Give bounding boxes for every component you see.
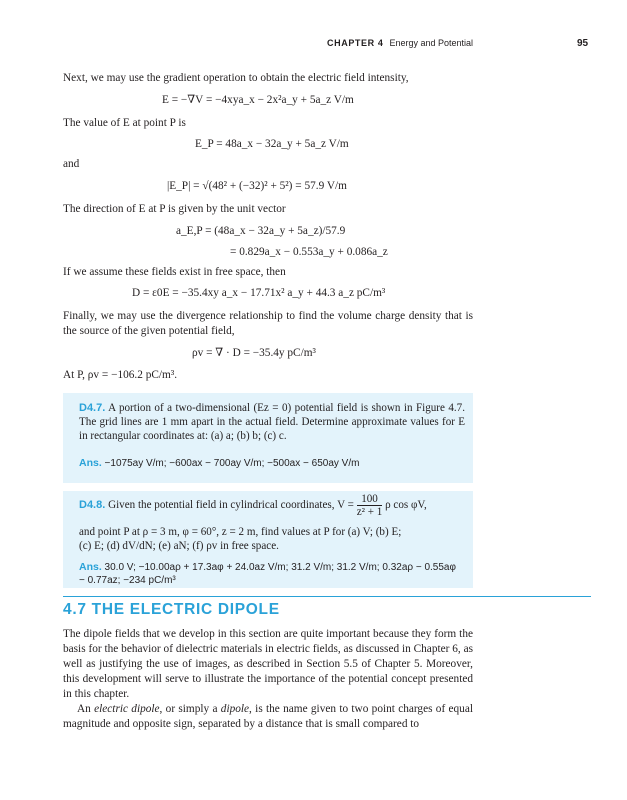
drill-problem-4-8 [63, 491, 473, 588]
paragraph-and: and [63, 158, 80, 170]
equation-charge-density: ρv = ∇ · D = −35.4y pC/m³ [192, 347, 316, 359]
running-header [0, 38, 627, 52]
p2-mid: , or simply a [159, 703, 218, 715]
chapter-label: CHAPTER 4 [327, 38, 384, 48]
drill-4-8-ans-label: Ans. [79, 561, 102, 573]
drill-4-8-line2: and point P at ρ = 3 m, φ = 60°, z = 2 m, find values at P for (a) V; (b) E; [79, 526, 402, 538]
section-paragraph-1: The dipole fields that we develop in this section are quite important because they form the basis for the behavior of dielectric materials in electric fields, as discussed in Chapter 6, as well as justifying the use of images, as described in Section 5.5 of Chapter 5. Moreover, this development will serve to illustrate the importance of the potential concept presented in this chapter. [63, 628, 473, 700]
equation-unit-vector: a_E,P = (48a_x − 32a_y + 5a_z)/57.9 [176, 225, 346, 237]
equation-e-field: E = −∇V = −4xya_x − 2x²a_y + 5a_z V/m [162, 94, 354, 106]
paragraph-free-space: If we assume these fields exist in free space, then [63, 266, 286, 278]
paragraph-result: At P, ρv = −106.2 pC/m³. [63, 369, 178, 381]
drill-4-8-ans-line1: 30.0 V; −10.00aρ + 17.3aφ + 24.0az V/m; 31.2 V/m; 31.2 V/m; 0.32aρ − 0.55aφ [104, 562, 456, 573]
drill-4-7-answer [79, 457, 469, 470]
page-number: 95 [577, 38, 589, 49]
drill-problem-4-7 [63, 393, 473, 483]
drill-4-8-line3: (c) E; (d) dV/dN; (e) aN; (f) ρv in free space. [79, 540, 279, 552]
equation-flux-density: D = ε0E = −35.4xy a_x − 17.71x² a_y + 44.3 a_z pC/m³ [132, 287, 386, 299]
drill-4-7-ans-text: −1075ay V/m; −600ax − 700ay V/m; −500ax − 650ay V/m [104, 458, 360, 469]
drill-4-8-ans-line2: − 0.77az; −234 pC/m³ [79, 575, 176, 586]
drill-4-8-line1 [79, 493, 465, 518]
chapter-title: Energy and Potential [389, 38, 473, 48]
drill-4-7-body: A portion of a two-dimensional (Ez = 0) potential field is shown in Figure 4.7. The grid lines are 1 mm apart in the actual field. Determine approximate values for E in rectangular coordinates at: (a) a; (b) b; (c) c. [79, 402, 465, 442]
drill-4-8-text-end: ρ cos φV, [385, 499, 427, 512]
paragraph-divergence: Finally, we may use the divergence relationship to find the volume charge density that is the source of the given potential field, [63, 310, 473, 337]
equation-magnitude: |E_P| = √(48² + (−32)² + 5²) = 57.9 V/m [167, 180, 347, 192]
paragraph-value-at-p: The value of E at point P is [63, 117, 186, 129]
fraction-numerator: 100 [357, 493, 383, 506]
drill-4-8-text-start: Given the potential field in cylindrical coordinates, V = [108, 499, 354, 512]
section-heading: 4.7 THE ELECTRIC DIPOLE [63, 601, 280, 618]
drill-4-8-answer [79, 561, 469, 587]
paragraph-gradient: Next, we may use the gradient operation to obtain the electric field intensity, [63, 72, 409, 84]
section-paragraph-2 [63, 702, 473, 732]
drill-4-7-label: D4.7. [79, 402, 106, 414]
fraction-denominator: z² + 1 [356, 506, 383, 518]
drill-4-8-fraction [357, 493, 383, 518]
drill-4-7-ans-label: Ans. [79, 457, 102, 469]
section-divider [63, 596, 591, 597]
term-electric-dipole: electric dipole [94, 703, 160, 715]
equation-unit-vector-result: = 0.829a_x − 0.553a_y + 0.086a_z [230, 246, 388, 258]
p2-intro: An [77, 703, 91, 715]
equation-e-at-p: E_P = 48a_x − 32a_y + 5a_z V/m [195, 138, 349, 150]
term-dipole: dipole [220, 703, 250, 715]
drill-4-8-label: D4.8. [79, 499, 106, 512]
p2-rest: , is the name given to two point charges of equal magnitude and opposite sign, separated by a distance that is small compared to [63, 703, 473, 730]
drill-4-7-text [79, 401, 465, 443]
paragraph-direction: The direction of E at P is given by the unit vector [63, 203, 286, 215]
